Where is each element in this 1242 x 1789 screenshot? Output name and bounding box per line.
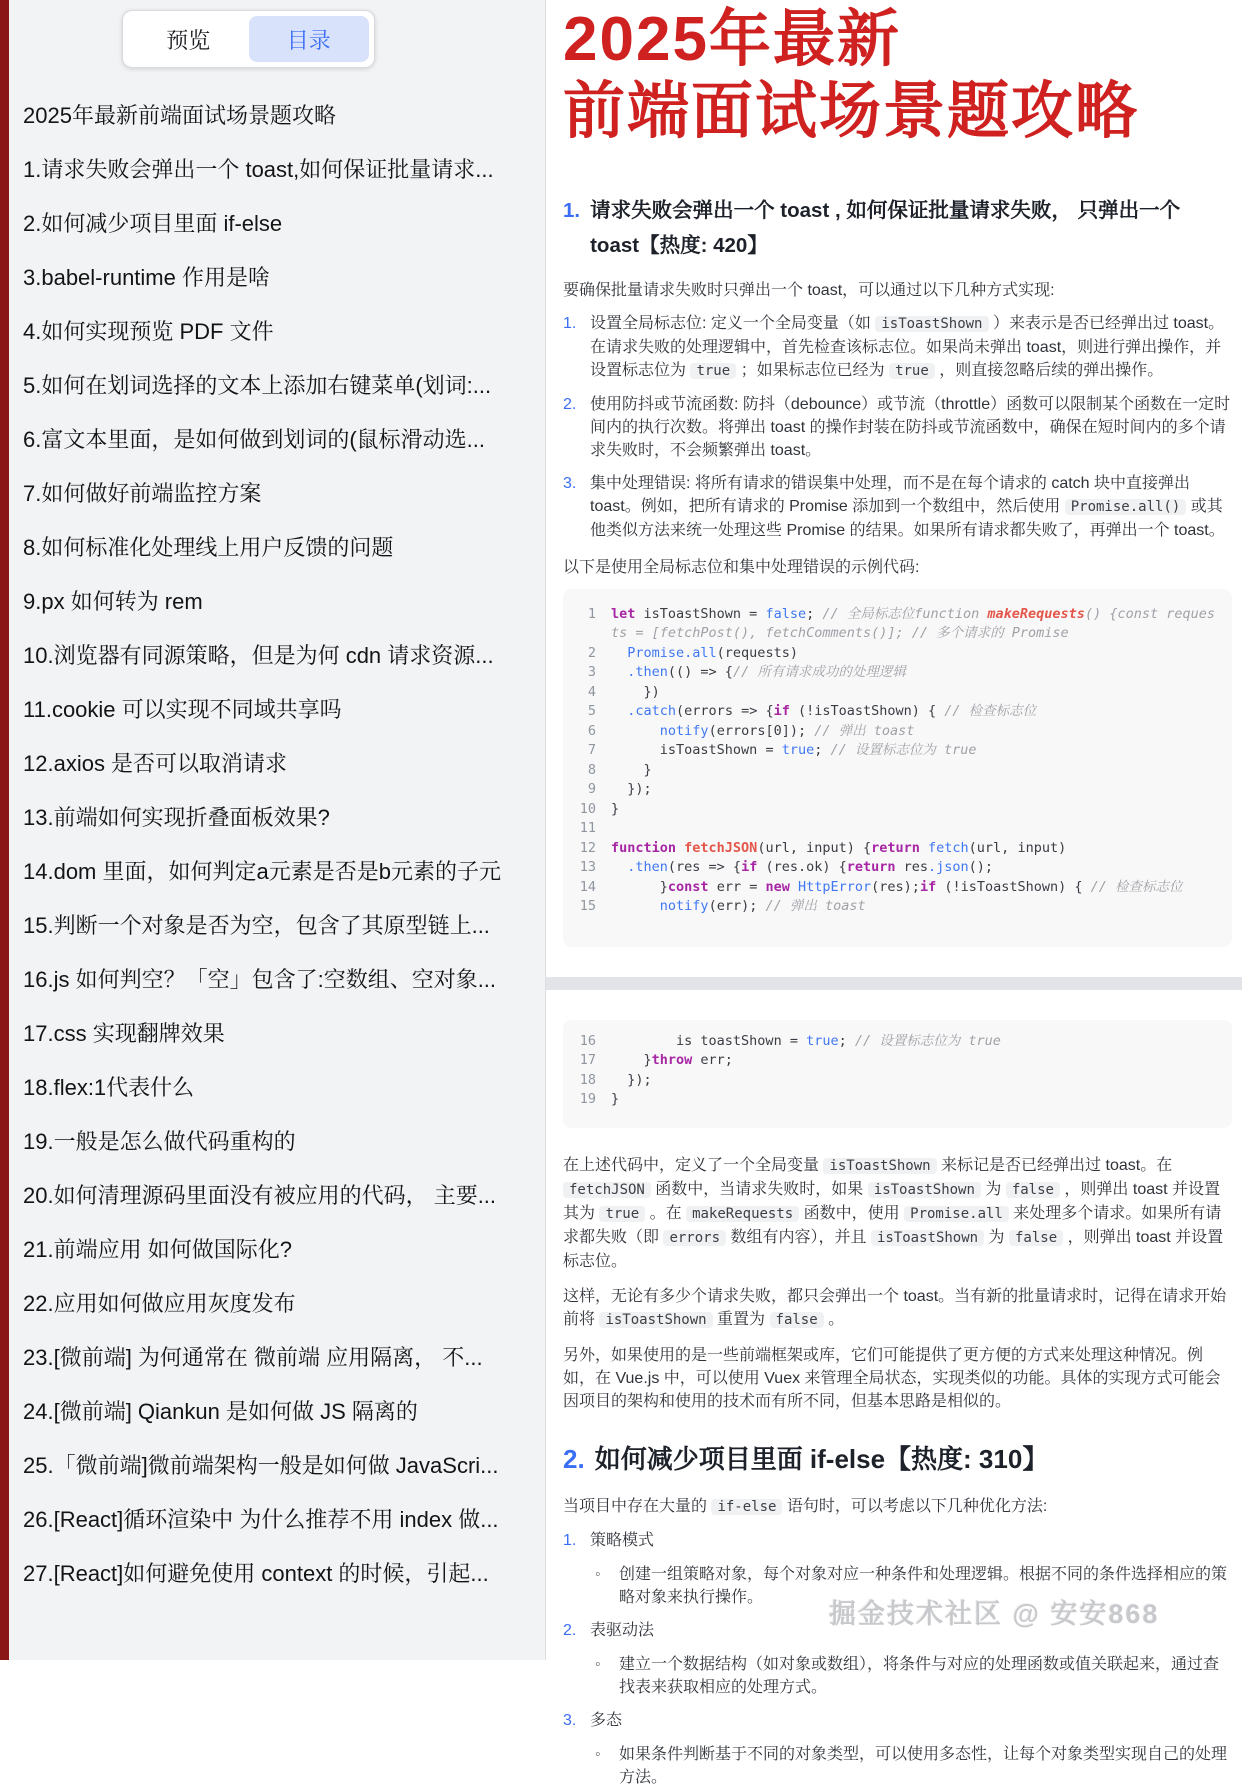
- line-number: 5: [587, 703, 596, 720]
- list-item-text: 使用防抖或节流函数: 防抖（debounce）或节流（throttle）函数可以限制某个函数在一定时间内的执行次数。将弹出 toast 的操作封装在防抖或节流函数中，确保在短时间内的多个请求失败时，不会频繁弹出 toast。: [590, 395, 1231, 459]
- toc-item[interactable]: 4.如何实现预览 PDF 文件: [23, 319, 274, 344]
- sub-bullet-item: [595, 1653, 1232, 1699]
- toc-item[interactable]: 25.「微前端]微前端架构一般是如何做 JavaScri...: [23, 1453, 499, 1478]
- toc-item[interactable]: 16.js 如何判空？「空」包含了:空数组、空对象...: [23, 967, 497, 992]
- code-text: .then(() => {// 所有请求成功的处理逻辑: [627, 664, 906, 681]
- left-red-strip: [0, 0, 9, 1660]
- line-number: 6: [587, 722, 596, 739]
- line-number: 15: [579, 898, 596, 915]
- code-text: });: [611, 781, 652, 798]
- code-text: notify(errors[0]); // 弹出 toast: [659, 722, 915, 739]
- list-number: 2.: [563, 395, 577, 413]
- code-text: });: [611, 1071, 652, 1088]
- code-line: [563, 663, 1218, 683]
- toc-item[interactable]: 23.[微前端] 为何通常在 微前端 应用隔离， 不...: [23, 1345, 483, 1370]
- code-line: [563, 683, 1218, 703]
- page-separator: [546, 977, 1242, 990]
- toc-item[interactable]: 2.如何减少项目里面 if-else: [23, 211, 283, 236]
- code-text: Promise.all(requests): [627, 644, 798, 661]
- list-item: [563, 312, 1232, 383]
- list-item-text: 设置全局标志位: 定义一个全局变量（如 isToastShown ）来表示是否已经弹出过 toast。在请求失败的处理逻辑中，首先检查该标志位。如果尚未弹出 toast，则进行弹出操作，并设置标志位为 true ；如果标志位已经为 true ，则直接忽略后续的弹出操作。: [590, 314, 1225, 379]
- line-number: 13: [579, 859, 596, 876]
- toc-item[interactable]: 9.px 如何转为 rem: [23, 589, 203, 614]
- code-text: }: [611, 1091, 620, 1108]
- code-line: [563, 800, 1218, 820]
- paragraph: 要确保批量请求失败时只弹出一个 toast，可以通过以下几种方式实现:: [563, 281, 1055, 299]
- code-line: [563, 761, 1218, 781]
- toc-item[interactable]: 17.css 实现翻牌效果: [23, 1021, 225, 1046]
- code-line: [563, 605, 1218, 644]
- section-heading-text: 如何减少项目里面 if-else【热度: 310】: [594, 1443, 1049, 1474]
- code-text: [611, 819, 1218, 839]
- inline-code: errors: [663, 1230, 726, 1246]
- line-number: 18: [579, 1071, 596, 1088]
- code-line: [563, 1071, 1218, 1091]
- inline-code: makeRequests: [686, 1206, 799, 1222]
- toc-item[interactable]: 27.[React]如何避免使用 context 的时候，引起...: [23, 1561, 489, 1586]
- code-text: .then(res => {if (res.ok) {return res.json();: [627, 859, 994, 876]
- inline-code: true: [599, 1206, 645, 1222]
- code-line: [563, 644, 1218, 664]
- section-number: 2.: [563, 1443, 585, 1474]
- table-of-contents: [23, 104, 545, 1585]
- list-number: 2.: [563, 1621, 577, 1639]
- code-text: }: [611, 761, 652, 778]
- inline-code: isToastShown: [823, 1158, 936, 1174]
- paragraph: 这样，无论有多少个请求失败，都只会弹出一个 toast。当有新的批量请求时，记得在请求开始前将 isToastShown 重置为 false 。: [563, 1287, 1227, 1328]
- code-line: [563, 780, 1218, 800]
- line-number: 3: [587, 664, 596, 681]
- line-number: 2: [587, 644, 596, 661]
- bullet-icon: ◦: [595, 1655, 601, 1673]
- toc-item[interactable]: 14.dom 里面，如何判定a元素是否是b元素的子元: [23, 859, 501, 884]
- tab-preview[interactable]: 预览: [166, 27, 211, 53]
- line-number: 4: [587, 683, 596, 700]
- line-number: 11: [579, 820, 596, 837]
- toc-item[interactable]: 8.如何标准化处理线上用户反馈的问题: [23, 535, 394, 560]
- section-heading-text: 请求失败会弹出一个 toast , 如何保证批量请求失败， 只弹出一个 toast【热度: 420】: [590, 198, 1181, 257]
- code-text: isToastShown = true; // 设置标志位为 true: [611, 742, 977, 759]
- inline-code: isToastShown: [875, 316, 988, 332]
- code-line: [563, 1051, 1218, 1071]
- toc-item[interactable]: 3.babel-runtime 作用是啥: [23, 265, 270, 290]
- line-number: 16: [579, 1032, 596, 1049]
- code-text: notify(err); // 弹出 toast: [659, 898, 866, 915]
- document-title-line2: 前端面试场景题攻略: [563, 76, 1140, 146]
- code-line: [563, 858, 1218, 878]
- toc-item[interactable]: 21.前端应用 如何做国际化?: [23, 1237, 292, 1262]
- list-item-text: 策略模式: [590, 1531, 655, 1549]
- inline-code: Promise.all(): [1065, 499, 1187, 515]
- list-item: [563, 472, 1232, 542]
- toc-item[interactable]: 12.axios 是否可以取消请求: [23, 751, 288, 776]
- numbered-list: [563, 1529, 1232, 1789]
- toc-item[interactable]: 26.[React]循环渲染中 为什么推荐不用 index 做...: [23, 1507, 499, 1532]
- section-number: 1.: [563, 198, 581, 222]
- section-2-heading: [563, 1439, 1232, 1479]
- list-number: 1.: [563, 1531, 577, 1549]
- toc-item[interactable]: 5.如何在划词选择的文本上添加右键菜单(划词:...: [23, 373, 492, 398]
- code-text: }): [611, 683, 660, 700]
- code-text: }: [611, 800, 620, 817]
- toc-item[interactable]: 6.富文本里面，是如何做到划词的(鼠标滑动选...: [23, 427, 486, 452]
- tab-toc[interactable]: 目录: [249, 16, 370, 62]
- toc-item[interactable]: 19.一般是怎么做代码重构的: [23, 1129, 296, 1154]
- toc-item[interactable]: 15.判断一个对象是否为空，包含了其原型链上...: [23, 913, 490, 938]
- code-text: let isToastShown = false; // 全局标志位function makeRequests() {const requests = [fetchPost(), fetchComments()]; // 多个请求的 Promise: [611, 605, 1215, 642]
- bullet-icon: ◦: [595, 1565, 601, 1583]
- toc-item[interactable]: 13.前端如何实现折叠面板效果?: [23, 805, 330, 830]
- paragraph: 当项目中存在大量的 if-else 语句时，可以考虑以下几种优化方法:: [563, 1497, 1048, 1515]
- toc-item[interactable]: 18.flex:1代表什么: [23, 1075, 195, 1100]
- section-1-heading: [563, 193, 1232, 263]
- line-number: 7: [587, 742, 596, 759]
- toc-item[interactable]: 11.cookie 可以实现不同域共享吗: [23, 697, 342, 722]
- code-text: }const err = new HttpError(res);if (!isToastShown) { // 检查标志位: [611, 878, 1183, 895]
- code-line: [563, 702, 1218, 722]
- code-text: .catch(errors => {if (!isToastShown) { // 检查标志位: [627, 703, 1037, 720]
- paragraph: 在上述代码中，定义了一个全局变量 isToastShown 来标记是否已经弹出过 toast。在 fetchJSON 函数中，当请求失败时，如果 isToastShown 为 false ，则弹出 toast 并设置其为 true 。在 makeRequests 函数中，使用 Promise.all 来处理多个请求。如果所有请求都失败（即 errors 数组有内容），并且 isToastShown 为 false ，则弹出 toast 并设置标志位。: [563, 1156, 1224, 1270]
- line-number: 8: [587, 761, 596, 778]
- watermark: 掘金技术社区 @ 安安868: [829, 1599, 1160, 1629]
- inline-code: isToastShown: [871, 1230, 984, 1246]
- list-number: 3.: [563, 474, 577, 492]
- list-item-text: 表驱动法: [590, 1621, 655, 1639]
- inline-code: Promise.all: [904, 1206, 1009, 1222]
- code-block-2: [563, 1020, 1232, 1128]
- line-number: 14: [579, 878, 596, 895]
- sub-bullet-text: 创建一组策略对象，每个对象对应一种条件和处理逻辑。根据不同的条件选择相应的策略对象来执行操作。: [619, 1565, 1228, 1606]
- toc-item[interactable]: 22.应用如何做应用灰度发布: [23, 1291, 296, 1316]
- inline-code: true: [889, 363, 935, 379]
- sidebar: [9, 0, 546, 1660]
- inline-code: false: [1006, 1182, 1060, 1198]
- list-item: [563, 1529, 1232, 1552]
- code-line: [563, 1090, 1218, 1110]
- code-line: [563, 878, 1218, 898]
- line-number: 1: [587, 605, 596, 622]
- toc-item[interactable]: 24.[微前端] Qiankun 是如何做 JS 隔离的: [23, 1399, 418, 1424]
- inline-code: isToastShown: [868, 1182, 981, 1198]
- line-number: 10: [579, 800, 596, 817]
- numbered-list: [563, 312, 1232, 542]
- line-number: 19: [579, 1091, 596, 1108]
- inline-code: false: [770, 1312, 824, 1328]
- line-number: 9: [587, 781, 596, 798]
- list-number: 1.: [563, 314, 577, 332]
- toc-item[interactable]: 20.如何清理源码里面没有被应用的代码， 主要...: [23, 1183, 497, 1208]
- code-line: [563, 1032, 1218, 1052]
- document-content: [546, 0, 1242, 1786]
- view-tab-group: [122, 10, 375, 68]
- document-title-line1: 2025年最新: [563, 5, 901, 74]
- inline-code: fetchJSON: [563, 1182, 651, 1198]
- sub-bullet-text: 建立一个数据结构（如对象或数组），将条件与对应的处理函数或值关联起来，通过查找表来获取相应的处理方式。: [619, 1655, 1220, 1696]
- code-text: is toastShown = true; // 设置标志位为 true: [611, 1032, 1001, 1049]
- document-title: [563, 4, 1232, 148]
- inline-code: true: [690, 363, 736, 379]
- inline-code: false: [1009, 1230, 1063, 1246]
- code-line: [563, 897, 1218, 917]
- code-text: }throw err;: [611, 1052, 733, 1069]
- list-number: 3.: [563, 1711, 577, 1729]
- list-item: [563, 393, 1232, 462]
- bullet-icon: ◦: [595, 1745, 601, 1763]
- line-number: 12: [579, 839, 596, 856]
- code-block-1: [563, 589, 1232, 947]
- paragraph: 以下是使用全局标志位和集中处理错误的示例代码:: [563, 558, 920, 576]
- toc-item[interactable]: 7.如何做好前端监控方案: [23, 481, 262, 506]
- code-line: [563, 741, 1218, 761]
- code-line: [563, 722, 1218, 742]
- list-item-text: 集中处理错误: 将所有请求的错误集中处理，而不是在每个请求的 catch 块中直接弹出 toast。例如，把所有请求的 Promise 添加到一个数组中，然后使用 Promise.all() 或其他类似方法来统一处理这些 Promise 的结果。如果所有请求都失败了，再弹出一个 toast。: [590, 474, 1225, 539]
- toc-item[interactable]: 10.浏览器有同源策略，但是为何 cdn 请求资源...: [23, 643, 494, 668]
- inline-code: isToastShown: [599, 1312, 712, 1328]
- code-line: [563, 839, 1218, 859]
- code-line: [563, 819, 1218, 839]
- toc-item[interactable]: 2025年最新前端面试场景题攻略: [23, 103, 336, 128]
- toc-item[interactable]: 1.请求失败会弹出一个 toast,如何保证批量请求...: [23, 157, 494, 182]
- list-item: [563, 1709, 1232, 1732]
- sub-bullet-text: 如果条件判断基于不同的对象类型，可以使用多态性，让每个对象类型实现自己的处理方法。: [619, 1745, 1228, 1786]
- inline-code: if-else: [711, 1499, 782, 1515]
- code-text: function fetchJSON(url, input) {return fetch(url, input): [611, 839, 1067, 856]
- paragraph: 另外，如果使用的是一些前端框架或库，它们可能提供了更方便的方式来处理这种情况。例如，在 Vue.js 中，可以使用 Vuex 来管理全局状态，实现类似的功能。具体的实现方式可能会因项目的架构和使用的技术而有所不同，但基本思路是相似的。: [563, 1346, 1221, 1410]
- line-number: 17: [579, 1052, 596, 1069]
- list-item-text: 多态: [590, 1711, 623, 1729]
- sub-bullet-item: [595, 1743, 1232, 1789]
